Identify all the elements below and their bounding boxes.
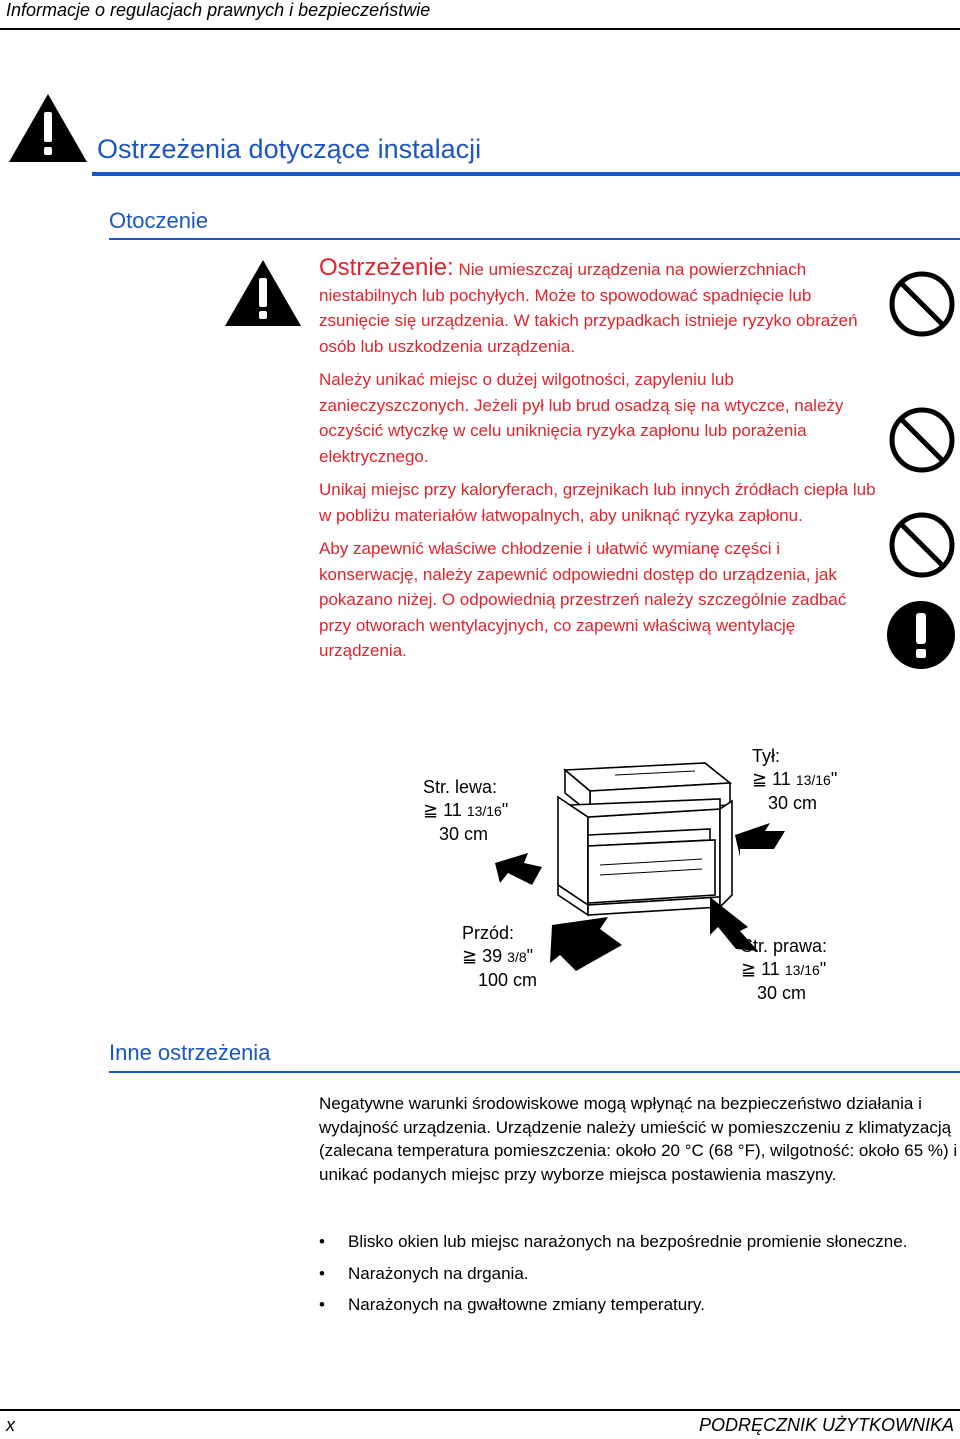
conditions-list — [319, 1230, 939, 1325]
warning-lead: Ostrzeżenie: — [319, 254, 454, 281]
clearance-left — [423, 776, 508, 846]
subsection-title-other: Inne ostrzeżenia — [109, 1040, 271, 1065]
clearance-front-metric: 100 cm — [478, 970, 538, 990]
rear-arrow-icon — [735, 823, 785, 857]
footer-divider — [0, 1409, 960, 1411]
list-item: • Narażonych na gwałtowne zmiany temperatury. — [319, 1293, 939, 1317]
left-arrow-icon — [495, 853, 542, 885]
other-body-text: Negatywne warunki środowiskowe mogą wpłynąć na bezpieczeństwo działania i wydajność urządzenia. Urządzenie należy umieścić w pomieszczeniu z klimatyzacją (zalecana temperatura pomieszczenia: około 20 °C (68 °F), wilgotność: około 65 %) i unikać podanych miejsc przy wyborze miejsca postawienia maszyny. — [319, 1094, 958, 1184]
warning-text: Nie umieszczaj urządzenia na powierzchniach niestabilnych lub pochyłych. Może to spowodować spadnięcie lub zsunięcie się urządzenia. W takich przypadkach istnieje ryzyko obrażeń osób lub uszkodzenia urządzenia. — [319, 260, 858, 356]
clearance-front — [462, 922, 537, 992]
section-divider — [92, 172, 960, 176]
warning-triangle-icon — [223, 258, 303, 328]
warning-paragraph: Unikaj miejsc przy kaloryferach, grzejnikach lub innych źródłach ciepła lub w pobliżu materiałów łatwopalnych, aby uniknąć ryzyka zapłonu. — [319, 480, 876, 525]
clearance-front-label: Przód: — [462, 923, 515, 943]
prohibition-icon — [888, 406, 956, 474]
warning-paragraph: Aby zapewnić właściwe chłodzenie i ułatwić wymianę części i konserwację, należy zapewnić odpowiedni dostęp do urządzenia, jak pokazano niżej. O odpowiednią przestrzeń należy szczególnie zadbać przy otworach wentylacyjnych, co zapewni właściwą wentylację urządzenia. — [319, 539, 847, 660]
clearance-right — [741, 935, 827, 1005]
clearance-left-imperial: ≧ 11 13/16" — [423, 800, 509, 820]
warning-paragraph: Należy unikać miejsc o dużej wilgotności, zapyleniu lub zanieczyszczonych. Jeżeli pył lub brud osadzą się na wtyczce, należy oczyścić wtyczkę w celu uniknięcia ryzyka zapłonu lub porażenia elektrycznego. — [319, 370, 844, 466]
warning-paragraph — [319, 255, 879, 359]
mandatory-exclamation-icon — [886, 600, 956, 670]
clearance-right-metric: 30 cm — [757, 983, 807, 1003]
clearance-right-imperial: ≧ 11 13/16" — [741, 959, 827, 979]
subsection-divider — [109, 1071, 960, 1073]
prohibition-icon — [888, 511, 956, 579]
prohibition-icon — [888, 270, 956, 338]
header-divider — [0, 28, 960, 30]
front-arrow-icon — [550, 917, 622, 971]
subsection-title-environment: Otoczenie — [109, 208, 209, 233]
section-title: Ostrzeżenia dotyczące instalacji — [97, 134, 482, 164]
clearance-rear-imperial: ≧ 11 13/16" — [752, 769, 838, 789]
clearance-left-metric: 30 cm — [439, 824, 489, 844]
clearance-front-imperial: ≧ 39 3/8" — [462, 946, 534, 966]
clearance-left-label: Str. lewa: — [423, 777, 498, 797]
environment-warnings — [319, 255, 879, 672]
page-number: x — [6, 1415, 15, 1435]
clearance-right-label: Str. prawa: — [741, 936, 828, 956]
list-item: • Blisko okien lub miejsc narażonych na bezpośrednie promienie słoneczne. — [319, 1230, 939, 1254]
clearance-rear-metric: 30 cm — [768, 793, 818, 813]
footer-title: PODRĘCZNIK UŻYTKOWNIKA — [698, 1415, 954, 1435]
list-item: • Narażonych na drgania. — [319, 1262, 939, 1286]
subsection-divider — [109, 238, 960, 240]
clearance-rear-label: Tył: — [752, 746, 781, 766]
running-header: Informacje o regulacjach prawnych i bezpieczeństwie — [6, 0, 431, 20]
warning-triangle-icon — [7, 92, 89, 164]
clearance-rear — [752, 745, 837, 815]
